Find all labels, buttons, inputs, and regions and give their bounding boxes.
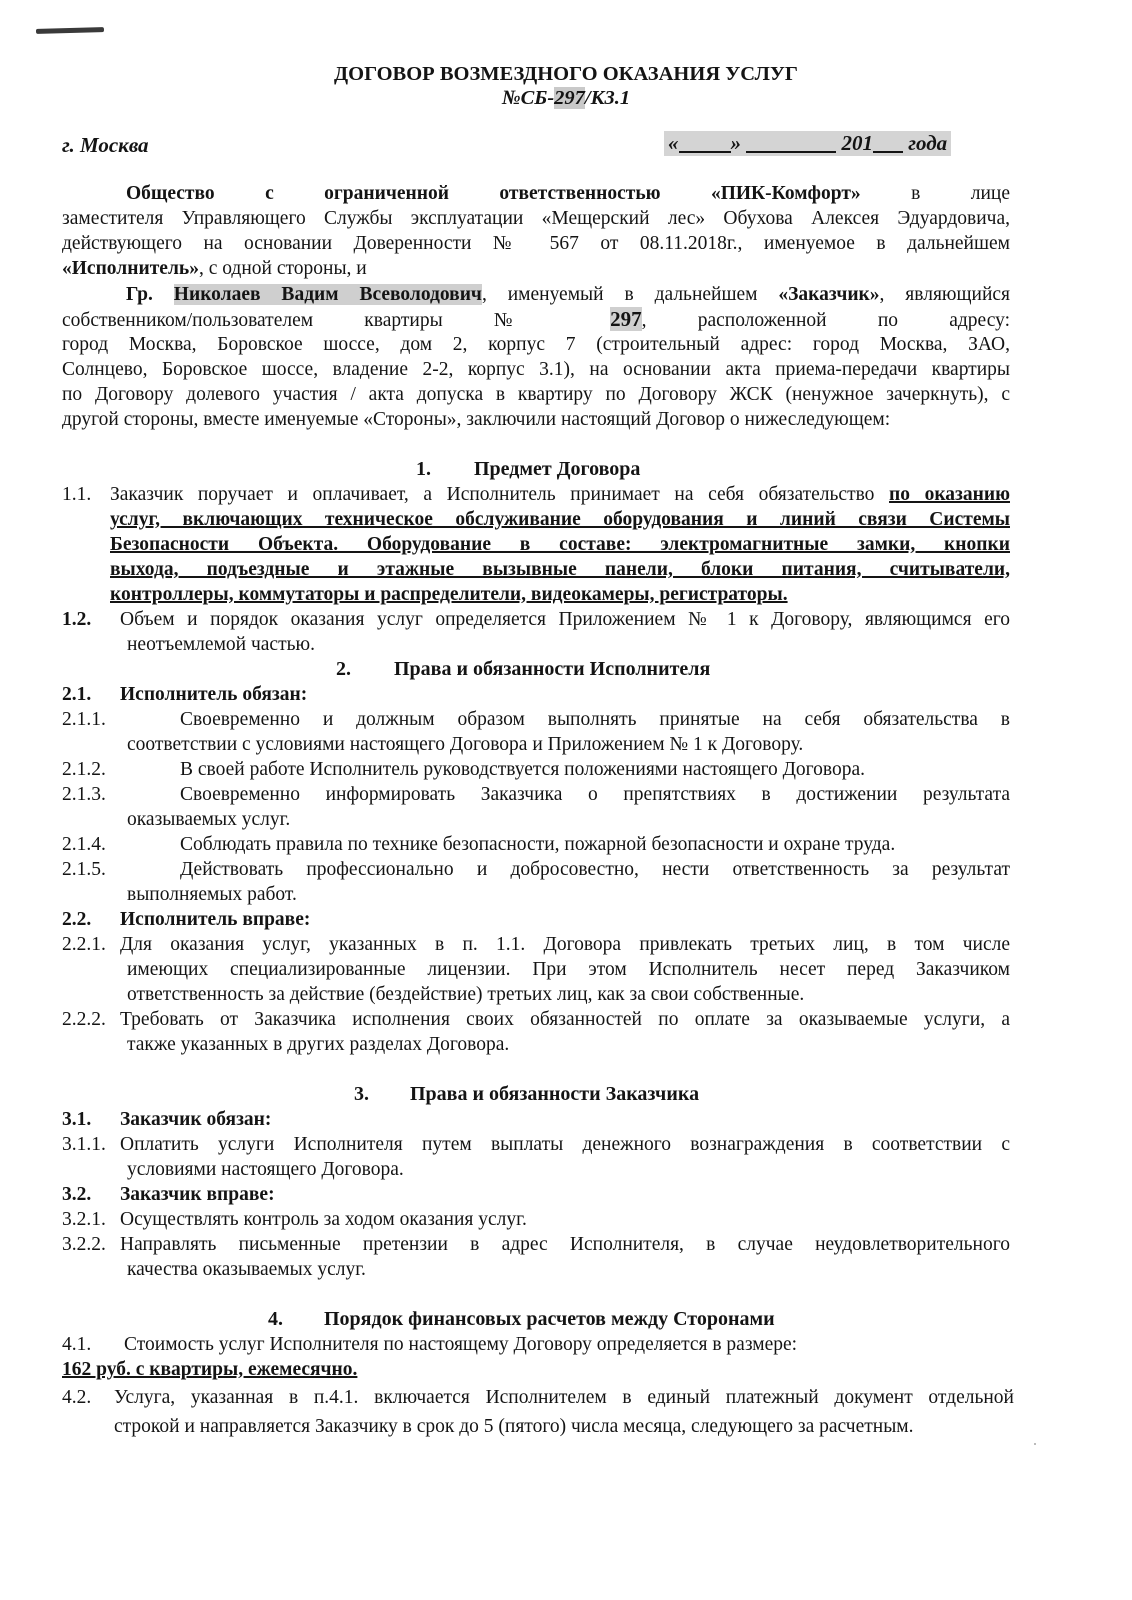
preamble-line: Общество с ограниченной ответственностью «ПИК-Комфорт» в лице: [126, 183, 1010, 204]
year-blank: [873, 131, 903, 153]
item-number: 2.1.5.: [62, 859, 106, 880]
scan-speck: [1034, 1443, 1036, 1445]
item-text: соответствии с условиями настоящего Договора и Приложением № 1 к Договору.: [127, 734, 804, 755]
subsection-title: Исполнитель обязан:: [120, 684, 308, 705]
item-number: 1.2.: [62, 609, 92, 630]
item-text: Соблюдать правила по технике безопасности, пожарной безопасности и охране труда.: [180, 834, 896, 855]
item-text: Действовать профессионально и добросовестно, нести ответственность за результат: [180, 859, 1010, 880]
item-text: неотъемлемой частью.: [127, 634, 315, 655]
item-text: Своевременно информировать Заказчика о препятствиях в достижении результата: [180, 784, 1010, 805]
item-text: также указанных в других разделах Договора.: [127, 1034, 510, 1055]
item-text: ответственность за действие (бездействие) третьих лиц, как за свои собственные.: [127, 984, 805, 1005]
item-text: Безопасности Объекта. Оборудование в составе: электромагнитные замки, кнопки: [110, 534, 1010, 555]
section-2-number: 2.: [336, 658, 351, 680]
item-number: 3.2.2.: [62, 1234, 106, 1255]
item-text: Оплатить услуги Исполнителя путем выплаты денежного вознаграждения в соответствии с: [120, 1134, 1010, 1155]
item-text: В своей работе Исполнитель руководствуется положениями настоящего Договора.: [180, 759, 866, 780]
item-number: 2.1.2.: [62, 759, 106, 780]
item-number: 4.2.: [62, 1387, 92, 1408]
document-title: ДОГОВОР ВОЗМЕЗДНОГО ОКАЗАНИЯ УСЛУГ: [334, 63, 798, 85]
item-text: Осуществлять контроль за ходом оказания услуг.: [120, 1209, 527, 1230]
preamble-line: «Исполнитель», с одной стороны, и: [62, 258, 367, 279]
day-blank: [679, 131, 731, 153]
preamble-line: по Договору долевого участия / акта допуска в квартиру по Договору ЖСК (ненужное зачеркнуть), с: [62, 384, 1010, 405]
preamble-line: Солнцево, Боровское шоссе, владение 2-2, корпус 3.1), на основании акта приема-передачи квартиры: [62, 359, 1010, 380]
item-text: Заказчик поручает и оплачивает, а Исполнитель принимает на себя обязательство по оказанию: [110, 484, 1010, 505]
item-number: 2.1.3.: [62, 784, 106, 805]
item-number: 1.1.: [62, 484, 92, 505]
subsection-number: 2.2.: [62, 909, 92, 930]
price-line: 162 руб. с квартиры, ежемесячно.: [62, 1359, 358, 1380]
item-text: имеющих специализированные лицензии. При этом Исполнитель несет перед Заказчиком: [127, 959, 1010, 980]
item-text: строкой и направляется Заказчику в срок до 5 (пятого) числа месяца, следующего за расчетным.: [114, 1416, 914, 1437]
preamble-line: город Москва, Боровское шоссе, дом 2, корпус 7 (строительный адрес: город Москва, ЗАО,: [62, 334, 1010, 355]
subsection-number: 2.1.: [62, 684, 92, 705]
item-number: 2.2.1.: [62, 934, 106, 955]
item-text: выполняемых работ.: [127, 884, 297, 905]
preamble-line: другой стороны, вместе именуемые «Стороны», заключили настоящий Договор о нижеследующем:: [62, 409, 891, 430]
item-text: выхода, подъездные и этажные вызывные панели, блоки питания, считыватели,: [110, 559, 1010, 580]
section-1-title: Предмет Договора: [474, 458, 641, 480]
item-text: оказываемых услуг.: [127, 809, 291, 830]
item-number: 2.2.2.: [62, 1009, 106, 1030]
city: г. Москва: [62, 133, 149, 157]
apartment-number: 297: [610, 307, 642, 331]
item-text: Объем и порядок оказания услуг определяется Приложением № 1 к Договору, являющимся его: [120, 609, 1010, 630]
month-blank: [746, 131, 836, 153]
customer-name: Николаев Вадим Всеволодович: [173, 284, 482, 305]
contract-number-apartment: 297: [554, 87, 585, 109]
pen-mark: [36, 27, 104, 34]
item-number: 3.1.1.: [62, 1134, 106, 1155]
preamble-line: действующего на основании Доверенности № 567 от 08.11.2018г., именуемое в дальнейшем: [62, 233, 1010, 254]
section-4-title: Порядок финансовых расчетов между Сторонами: [324, 1308, 775, 1330]
subsection-number: 3.1.: [62, 1109, 92, 1130]
item-text: качества оказываемых услуг.: [127, 1259, 366, 1280]
item-number: 2.1.1.: [62, 709, 106, 730]
item-number: 4.1.: [62, 1334, 92, 1355]
subsection-title: Заказчик обязан:: [120, 1109, 272, 1130]
item-text: Стоимость услуг Исполнителя по настоящему Договору определяется в размере:: [124, 1334, 798, 1355]
section-4-number: 4.: [268, 1308, 283, 1330]
item-text: Требовать от Заказчика исполнения своих обязанностей по оплате за оказываемые услуги, а: [120, 1009, 1010, 1030]
item-text: Для оказания услуг, указанных в п. 1.1. Договора привлекать третьих лиц, в том числе: [120, 934, 1010, 955]
section-3-title: Права и обязанности Заказчика: [410, 1083, 700, 1105]
item-text: Направлять письменные претензии в адрес Исполнителя, в случае неудовлетворительного: [120, 1234, 1010, 1255]
preamble-line: заместителя Управляющего Службы эксплуатации «Мещерский лес» Обухова Алексея Эдуардовича,: [62, 208, 1010, 229]
item-text: Своевременно и должным образом выполнять принятые на себя обязательства в: [180, 709, 1010, 730]
subsection-title: Исполнитель вправе:: [120, 909, 311, 930]
item-text: Услуга, указанная в п.4.1. включается Исполнителем в единый платежный документ отдельной: [114, 1387, 1014, 1408]
preamble-line: Гр. Николаев Вадим Всеволодович, именуемый в дальнейшем «Заказчик», являющийся: [126, 284, 1010, 305]
item-text: услуг, включающих техническое обслуживание оборудования и линий связи Системы: [110, 509, 1010, 530]
contract-number: №СБ-297/К3.1: [501, 87, 631, 109]
section-3-number: 3.: [354, 1083, 369, 1105]
preamble-line: собственником/пользователем квартиры № 297, расположенной по адресу:: [62, 307, 1010, 331]
item-number: 2.1.4.: [62, 834, 106, 855]
contract-date: « » 201 года: [664, 131, 951, 156]
item-text: контроллеры, коммутаторы и распределители, видеокамеры, регистраторы.: [110, 584, 788, 605]
section-1-number: 1.: [416, 458, 431, 480]
subsection-title: Заказчик вправе:: [120, 1184, 275, 1205]
subsection-number: 3.2.: [62, 1184, 92, 1205]
item-text: условиями настоящего Договора.: [127, 1159, 404, 1180]
section-2-title: Права и обязанности Исполнителя: [394, 658, 711, 680]
item-number: 3.2.1.: [62, 1209, 106, 1230]
